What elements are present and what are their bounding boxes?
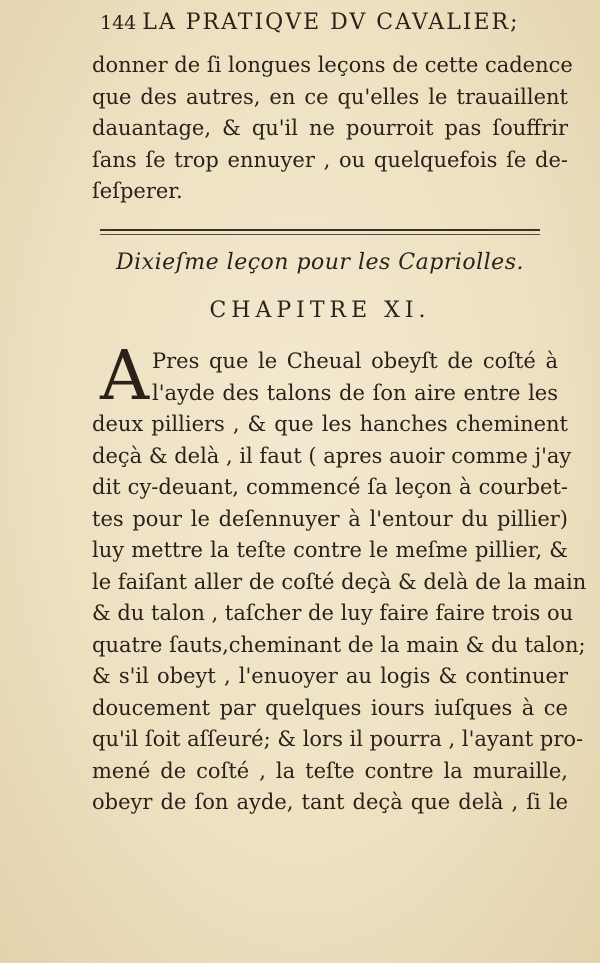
text-line: & s'il obeyt , l'enuoyer au logis & continuer (92, 664, 568, 688)
text-line: deux pilliers , & que les hanches cheminent (92, 412, 568, 436)
text-line: donner de ſi longues leçons de cette cadence (92, 53, 573, 77)
chapter-body (92, 409, 587, 819)
text-line: l'ayde des talons de ſon aire entre les (152, 380, 558, 405)
text-line: doucement par quelques iours iuſques à ce (92, 695, 568, 720)
text-line: qu'il ſoit aſſeuré; & lors il pourra , l'ayant pro- (92, 727, 584, 751)
running-head (100, 10, 570, 35)
text-line: le faiſant aller de coſté deçà & delà de la main (92, 569, 587, 594)
text-line: ſeſperer. (92, 179, 183, 203)
text-line: luy mettre la teſte contre le meſme pillier, & (92, 538, 568, 562)
continuation-paragraph (92, 50, 573, 208)
text-line: quatre ſauts,cheminant de la main & du talon; (92, 632, 586, 657)
drop-cap: A (100, 337, 150, 416)
section-divider-thin (100, 234, 540, 235)
text-line: deçà & delà , il faut ( apres auoir comme j'ay (92, 443, 572, 468)
text-line: mené de coſté , la teſte contre la muraille, (92, 758, 568, 783)
text-line: Pres que le Cheual obeyſt de coſté à (152, 349, 558, 373)
section-divider (100, 229, 540, 231)
running-title: LA PRATIQVE DV CAVALIER; (142, 10, 520, 35)
text-line: que des autres, en ce qu'elles le trauaillent (92, 84, 568, 109)
section-title: Dixieſme leçon pour les Capriolles. (116, 250, 524, 275)
text-line: & du talon , taſcher de luy faire faire trois ou (92, 601, 574, 625)
text-line: dauantage, & qu'il ne pourroit pas ſouffrir (92, 116, 568, 140)
chapter-heading: CHAPITRE XI. (209, 298, 431, 323)
page-number: 144 (100, 12, 137, 34)
text-line: dit cy-deuant, commencé ſa leçon à courbet- (92, 475, 568, 499)
text-line: obeyr de ſon ayde, tant deçà que delà , ſi le (92, 790, 568, 814)
text-line: tes pour le deſennuyer à l'entour du pillier) (92, 506, 568, 531)
text-line: ſans ſe trop ennuyer , ou quelquefois ſe de- (92, 147, 568, 172)
